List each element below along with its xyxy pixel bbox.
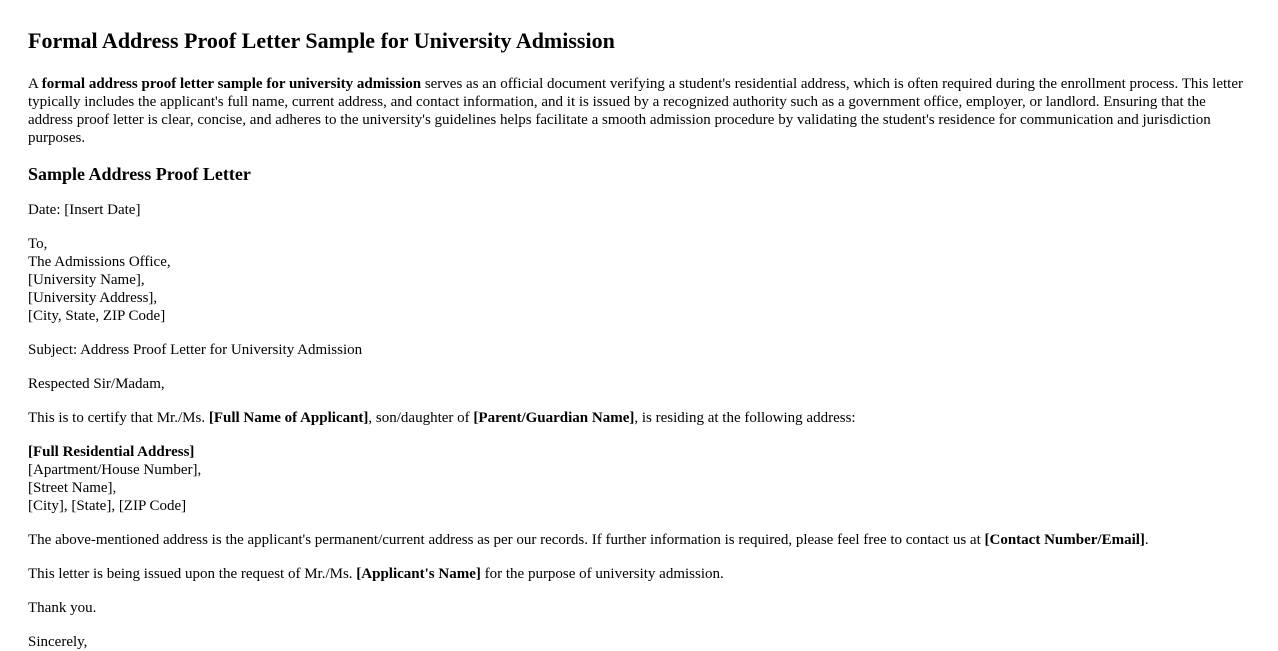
page-title: Formal Address Proof Letter Sample for University Admission [28, 28, 615, 53]
address-heading: [Full Residential Address] [28, 444, 195, 460]
applicant-full-name-placeholder: [Full Name of Applicant] [208, 410, 369, 426]
recipient-line: [University Name], [28, 272, 145, 288]
recipient-block [28, 235, 1250, 325]
recipient-line: To, [28, 236, 48, 252]
address-line: [City], [State], [ZIP Code] [28, 498, 187, 514]
contact-text: . [1144, 532, 1149, 548]
address-line: [Street Name], [28, 480, 117, 496]
intro-bold-phrase: formal address proof letter sample for university admission [41, 76, 422, 92]
section-heading: Sample Address Proof Letter [28, 164, 251, 184]
intro-paragraph [28, 75, 1250, 147]
intro-prefix: A [28, 76, 42, 92]
certify-paragraph [28, 409, 1250, 427]
certify-text: This is to certify that Mr./Ms. [28, 410, 209, 426]
recipient-line: [University Address], [28, 290, 158, 306]
recipient-line: The Admissions Office, [28, 254, 171, 270]
letter-salutation: Respected Sir/Madam, [28, 376, 165, 392]
contact-text: The above-mentioned address is the applicant's permanent/current address as per our records. If further information is required, please feel free to contact us at [28, 532, 985, 548]
certify-text: , is residing at the following address: [634, 410, 856, 426]
certify-text: , son/daughter of [368, 410, 474, 426]
intro-rest: serves as an official document verifying a student's residential address, which is often required during the enrollment process. This letter typically includes the applicant's full name, current address, and contact information, and it is issued by a recognized authority such as a government office, employer, or landlord. Ensuring that the address proof letter is clear, concise, and adheres to the university's guidelines helps facilitate a smooth admission procedure by validating the student's residence for communication and jurisdiction purposes. [28, 76, 1243, 146]
address-line: [Apartment/House Number], [28, 462, 202, 478]
thanks-line: Thank you. [28, 600, 97, 616]
address-block [28, 443, 1250, 515]
contact-placeholder: [Contact Number/Email] [984, 532, 1145, 548]
request-text: This letter is being issued upon the request of Mr./Ms. [28, 566, 357, 582]
applicant-name-placeholder: [Applicant's Name] [356, 566, 481, 582]
letter-subject: Subject: Address Proof Letter for University Admission [28, 342, 363, 358]
contact-paragraph [28, 531, 1250, 549]
letter-date: Date: [Insert Date] [28, 202, 141, 218]
closing-line: Sincerely, [28, 634, 88, 650]
request-text: for the purpose of university admission. [480, 566, 724, 582]
recipient-line: [City, State, ZIP Code] [28, 308, 166, 324]
request-paragraph [28, 565, 1250, 583]
guardian-name-placeholder: [Parent/Guardian Name] [473, 410, 635, 426]
